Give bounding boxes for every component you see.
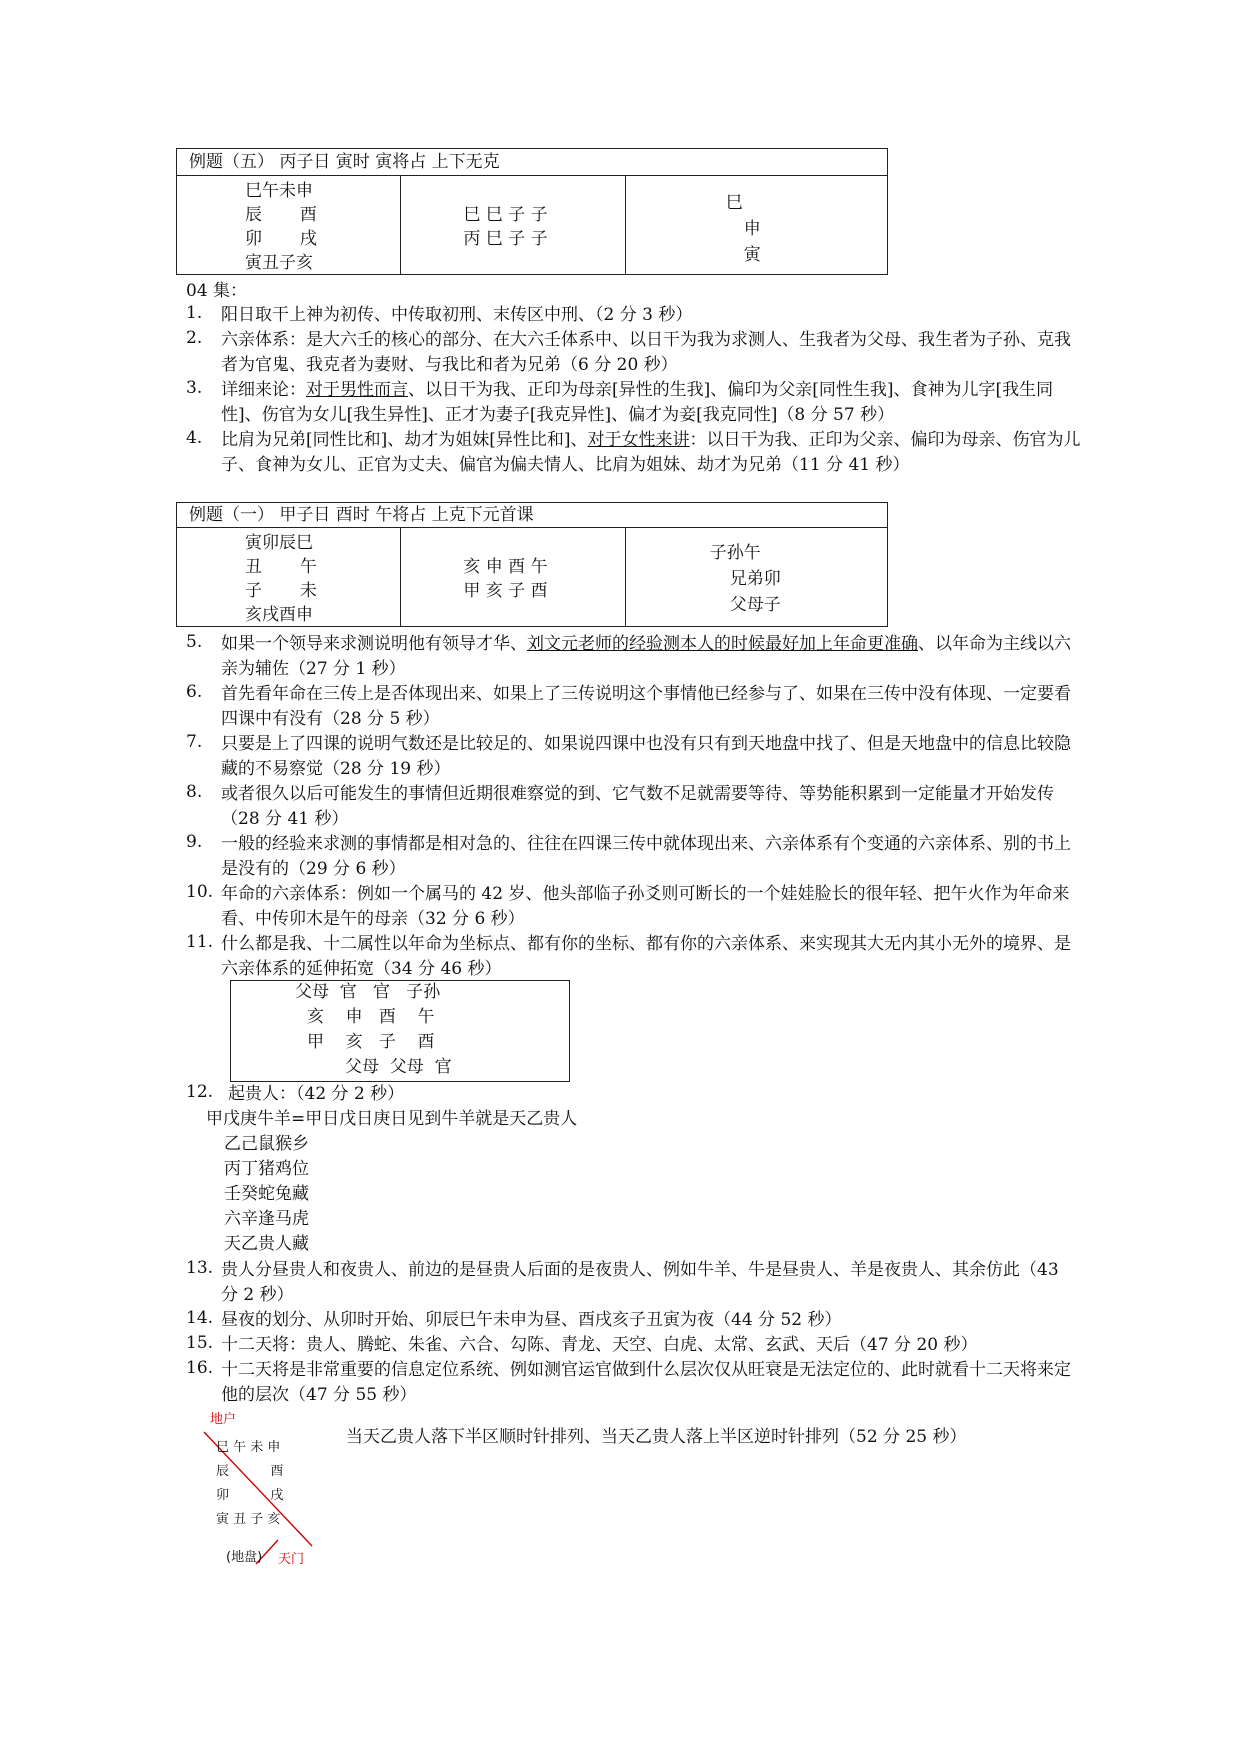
example5-tianpan (177, 176, 400, 274)
item-text (221, 428, 1081, 478)
item-number: 13. (186, 1258, 214, 1278)
dihu-label: 地户 (210, 1412, 237, 1427)
liuqin-box (230, 980, 570, 1082)
item-number: 10. (186, 882, 214, 902)
example5-sanchuan (626, 176, 887, 274)
text-part: 、以日干为我、正印为母亲[异性的生我]、偏印为父亲[同性生我]、食神为儿字[我生同性]、伤官为女儿[我生异性]、正才为妻子[我克异性]、偏才为妾[我克同性]（8 分 57 秒） (221, 380, 1054, 425)
list-item (186, 782, 1086, 832)
verse-line: 六辛逢马虎 (224, 1209, 309, 1229)
sike-row: 丙 巳 子 子 (463, 229, 548, 249)
underlined-text: 刘文元老师的经验测本人的时候最好加上年命更准确 (527, 634, 918, 654)
list-item (186, 1358, 1086, 1408)
list-item (186, 932, 1086, 982)
sike-row: 亥 申 酉 午 (463, 557, 548, 577)
plate-row: 巳午未申 (245, 181, 313, 201)
list-item (186, 428, 1086, 503)
list-item (186, 1308, 1086, 1333)
chuan-item: 巳 (725, 193, 743, 213)
example1-header: 例题（一） 甲子日 酉时 午将占 上克下元首课 (189, 505, 534, 525)
plate-row: 亥戌酉申 (245, 605, 313, 625)
verse-line: 甲戊庚牛羊=甲日戊日庚日见到牛羊就是天乙贵人 (206, 1109, 578, 1129)
tianmen-label: 天门 (278, 1552, 305, 1567)
verse-line: 天乙贵人藏 (224, 1234, 309, 1254)
list-item (186, 832, 1086, 882)
plate-row: 辰 酉 (245, 205, 317, 225)
dipan-row: 寅 丑 子 亥 (216, 1512, 281, 1527)
example1-sanchuan (626, 528, 887, 626)
dipan-row: 辰 酉 (216, 1464, 284, 1479)
list-item (186, 328, 1086, 378)
text-part: 如果一个领导来求测说明他有领导才华、 (221, 634, 527, 654)
text-part: ：以日干为我、正印为父亲、偏印为母亲、伤官为儿子、食神为女儿、正官为丈夫、偏官为偏夫情人、比肩为姐妹、劫才为兄弟（11 分 41 秒） (221, 430, 1081, 475)
example5-header: 例题（五） 丙子日 寅时 寅将占 上下无克 (189, 152, 500, 172)
example1-table (176, 502, 888, 627)
last-line: 当天乙贵人落下半区顺时针排列、当天乙贵人落上半区逆时针排列（52 分 25 秒） (346, 1427, 967, 1447)
example5-sike (401, 176, 624, 274)
list-item (186, 732, 1086, 782)
item-text: 什么都是我、十二属性以年命为坐标点、都有你的坐标、都有你的六亲体系、来实现其大无内其小无外的境界、是六亲体系的延伸拓宽（34 分 46 秒） (221, 934, 1071, 979)
sike-row: 甲 亥 子 酉 (463, 581, 548, 601)
list-item (186, 1258, 1086, 1308)
list-item (186, 1082, 1086, 1107)
verse-line: 丙丁猪鸡位 (224, 1159, 309, 1179)
dipan-row: 卯 戌 (216, 1488, 284, 1503)
dipan-row: 巳 午 未 申 (216, 1440, 281, 1455)
item-text: 起贵人：（42 分 2 秒） (228, 1084, 405, 1104)
plate-row: 子 未 (245, 581, 317, 601)
item-number: 9. (186, 832, 203, 852)
item-number: 15. (186, 1333, 214, 1353)
underlined-text: 对于女性来讲 (587, 430, 690, 450)
item-number: 8. (186, 782, 203, 802)
text-part: 比肩为兄弟[同性比和]、劫才为姐妹[异性比和]、 (221, 430, 588, 450)
plate-row: 丑 午 (245, 557, 317, 577)
box-row: 亥 申 酉 午 (307, 1007, 435, 1027)
item-number: 5. (186, 632, 203, 652)
text-part: 详细来论： (221, 380, 306, 400)
chuan-item: 申 (743, 219, 761, 239)
list-item (186, 882, 1086, 932)
item-number: 2. (186, 328, 203, 348)
dipan-diagram (200, 1408, 320, 1568)
plate-row: 寅丑子亥 (245, 253, 313, 273)
item-number: 16. (186, 1358, 214, 1378)
item-text: 年命的六亲体系：例如一个属马的 42 岁、他头部临子孙爻则可断长的一个娃娃脸长的很年轻、把午火作为年命来看、中传卯木是午的母亲（32 分 6 秒） (221, 884, 1070, 929)
item-number: 3. (186, 378, 203, 398)
item-number: 7. (186, 732, 203, 752)
item-text: 昼夜的划分、从卯时开始、卯辰巳午未申为昼、酉戌亥子丑寅为夜（44 分 52 秒） (221, 1310, 842, 1330)
plate-row: 寅卯辰巳 (245, 533, 313, 553)
chuan-item: 子孙午 (709, 543, 761, 563)
example1-tianpan (177, 528, 400, 626)
item-text (221, 632, 1081, 682)
item-text: 六亲体系：是大六壬的核心的部分、在大六壬体系中、以日干为我为求测人、生我者为父母、我生者为子孙、克我者为官鬼、我克者为妻财、与我比和者为兄弟（6 分 20 秒） (221, 330, 1071, 375)
item-text: 首先看年命在三传上是否体现出来、如果上了三传说明这个事情他已经参与了、如果在三传中没有体现、一定要看四课中有没有（28 分 5 秒） (221, 684, 1071, 729)
list-item (186, 378, 1086, 428)
item-number: 1. (186, 303, 203, 323)
item-number: 12. (186, 1082, 214, 1102)
item-number: 14. (186, 1308, 214, 1328)
item-text: 阳日取干上神为初传、中传取初刑、末传区中刑、（2 分 3 秒） (221, 305, 693, 325)
chuan-item: 父母子 (729, 595, 781, 615)
item-text: 十二天将：贵人、腾蛇、朱雀、六合、勾陈、青龙、天空、白虎、太常、玄武、天后（47 分 20 秒） (221, 1335, 978, 1355)
text-part: 、以年命为主线以六亲为辅佐（27 分 1 秒） (221, 634, 1071, 679)
chuan-item: 寅 (743, 245, 761, 265)
section-title: 04 集： (186, 281, 248, 301)
item-text: 贵人分昼贵人和夜贵人、前边的是昼贵人后面的是夜贵人、例如牛羊、牛是昼贵人、羊是夜贵人、其余仿此（43 分 2 秒） (221, 1260, 1059, 1305)
list-item (186, 632, 1086, 682)
item-text: 或者很久以后可能发生的事情但近期很难察觉的到、它气数不足就需要等待、等势能积累到一定能量才开始发传（28 分 41 秒） (221, 784, 1054, 829)
box-row: 父母 父母 官 (345, 1057, 452, 1077)
item-number: 11. (186, 932, 214, 952)
verse-line: 乙己鼠猴乡 (224, 1134, 309, 1154)
item-number: 6. (186, 682, 203, 702)
item-number: 4. (186, 428, 203, 448)
plate-row: 卯 戌 (245, 229, 317, 249)
box-row: 甲 亥 子 酉 (307, 1032, 435, 1052)
chuan-item: 兄弟卯 (729, 569, 781, 589)
example5-table (176, 148, 888, 275)
item-text: 一般的经验来求测的事情都是相对急的、往往在四课三传中就体现出来、六亲体系有个变通的六亲体系、别的书上是没有的（29 分 6 秒） (221, 834, 1071, 879)
underlined-text: 对于男性而言 (306, 380, 408, 400)
item-text: 只要是上了四课的说明气数还是比较足的、如果说四课中也没有只有到天地盘中找了、但是天地盘中的信息比较隐藏的不易察觉（28 分 19 秒） (221, 734, 1071, 779)
verse-line: 壬癸蛇兔藏 (224, 1184, 309, 1204)
dipan-caption: (地盘) (226, 1550, 263, 1565)
box-row: 父母 官 官 子孙 (295, 982, 441, 1002)
list-item (186, 1333, 1086, 1358)
example1-sike (401, 528, 624, 626)
item-text (221, 378, 1081, 428)
item-text: 十二天将是非常重要的信息定位系统、例如测官运官做到什么层次仅从旺衰是无法定位的、此时就看十二天将来定他的层次（47 分 55 秒） (221, 1360, 1071, 1405)
sike-row: 巳 巳 子 子 (463, 205, 548, 225)
list-item (186, 303, 1086, 328)
list-item (186, 682, 1086, 732)
